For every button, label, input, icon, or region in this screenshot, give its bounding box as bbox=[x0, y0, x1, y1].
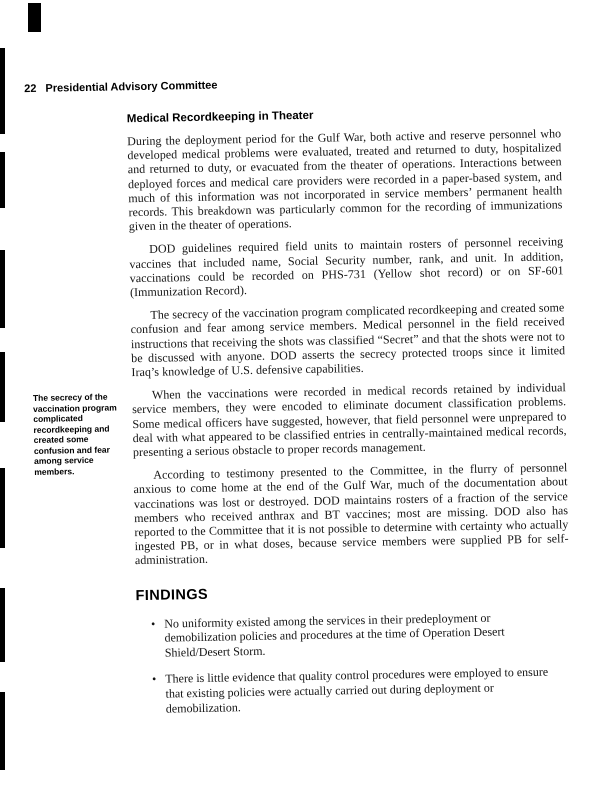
paragraph-4: When the vaccinations were recorded in medical records retained by individual service members, they were encoded to eliminate document classification problems. Some medical officers have suggested, however, that field personnel were unprepared to deal with what appeared to be classified entries in centrally-maintained medical records, presenting a serious obstacle to proper records management. bbox=[132, 380, 567, 460]
bullet-icon: • bbox=[150, 616, 156, 631]
scan-artifact-edge-7 bbox=[0, 692, 5, 770]
paragraph-5: According to testimony presented to the Committee, in the flurry of personnel anxious to come home at the end of the Gulf War, much of the documentation about vaccinations was lost or destroyed. DOD maintains rosters of a fraction of the service members who received anthrax and BT vaccines; most are missing. DOD also has reported to the Committee that it is not possible to determine with certainty who actually ingested PB, or in what doses, because service members were supplied PB for self-administration. bbox=[133, 460, 569, 568]
finding-item-1 bbox=[136, 609, 561, 661]
finding-text-2: There is little evidence that quality control procedures were employed to ensure that existing policies were actually carried out during deployment or demobilization. bbox=[165, 665, 549, 716]
main-column bbox=[127, 105, 572, 728]
finding-item-2 bbox=[137, 665, 562, 717]
paragraph-2: DOD guidelines required field units to maintain rosters of personnel receiving vaccines that included name, Social Security number, rank, and unit. In addition, vaccinations could be recorded on PHS-731 (Yellow shot record) or on SF-601 (Immunization Record). bbox=[129, 234, 564, 300]
running-header-title: Presidential Advisory Committee bbox=[45, 79, 218, 95]
page-number: 22 bbox=[24, 82, 37, 96]
paragraph-1: During the deployment period for the Gulf War, both active and reserve personnel who developed medical problems were evaluated, treated and returned to duty, hospitalized and returned to duty, or evacuated from the theater of operations. Interactions between deployed forces and medical care providers were recorded in a paper-based system, and much of this information was not incorporated in service members’ permanent health records. This breakdown was particularly common for the recording of immunizations given in the theater of operations. bbox=[127, 126, 563, 234]
margin-note: The secrecy of the vaccination program complicated recordkeeping and created some confusion and fear among service members. bbox=[32, 391, 117, 477]
paragraph-3: The secrecy of the vaccination program complicated recordkeeping and created some confusion and fear among service members. Medical personnel in the field received instructions that receiving the shots was classified “Secret” and that the shots were not to be discussed with anyone. DOD asserts the secrecy protected troops since it limited Iraq’s knowledge of U.S. defensive capabilities. bbox=[130, 300, 566, 380]
finding-text-1: No uniformity existed among the services in their predeployment or demobilization policies and procedures at the time of Operation Desert Shield/Desert Storm. bbox=[164, 610, 505, 660]
findings-list bbox=[136, 609, 572, 716]
bullet-icon: • bbox=[151, 672, 157, 687]
running-header bbox=[24, 80, 217, 96]
section-title: Medical Recordkeeping in Theater bbox=[126, 109, 314, 126]
findings-title: FINDINGS bbox=[135, 586, 209, 604]
